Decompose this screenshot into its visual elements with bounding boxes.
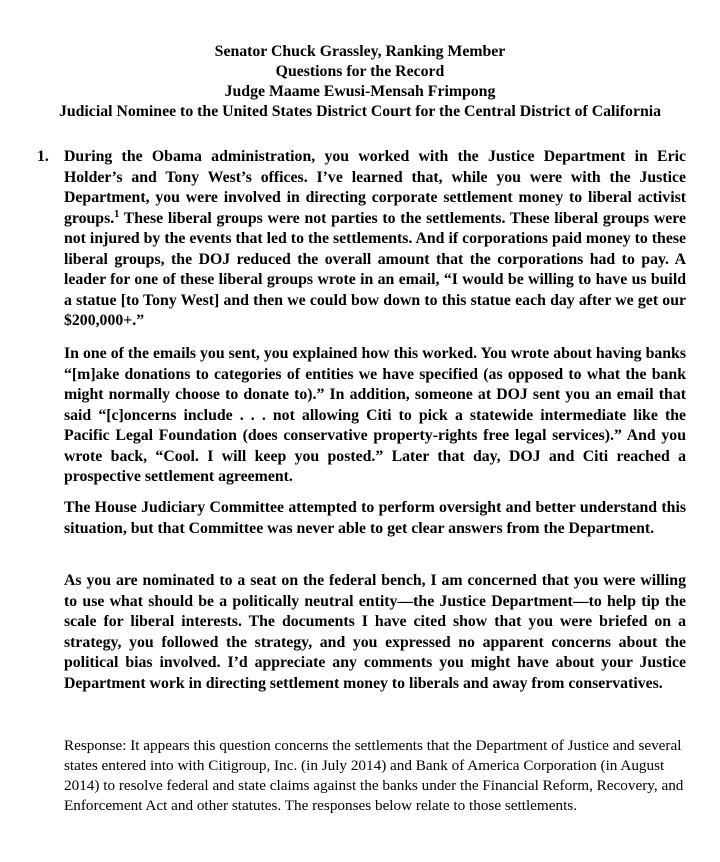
question-paragraph-4: As you are nominated to a seat on the federal bench, I am concerned that you were willing to use what should be a politically neutral entity—the Justice Department—to help tip the scale for liberal interests. The documents I have cited show that you were briefed on a strategy, you followed the strategy, and you expressed no apparent concerns about the political bias involved. I’d appreciate any comments you might have about your Justice Department work in directing settlement money to liberals and away from conservatives.	[64, 572, 686, 692]
question-number: 1.	[37, 148, 49, 165]
header-nominee-name: Judge Maame Ewusi-Mensah Frimpong	[224, 83, 496, 100]
footnote-marker[interactable]: 1	[114, 208, 120, 220]
header-senator-line: Senator Chuck Grassley, Ranking Member	[214, 43, 506, 60]
question-paragraph-1-text-b: These liberal groups were not parties to the settlements. These liberal groups were not injured by the events that led to the settlements. And if corporations paid money to these liberal groups, the DOJ reduced the overall amount that the corporations had to pay. A leader for one of these liberal groups wrote in an email, “I would be willing to have us build a statue [to Tony West] and then we could bow down to this statue each day after we get our $200,000+.”	[64, 209, 686, 329]
header-nomination-line: Judicial Nominee to the United States District Court for the Central District of California	[58, 103, 662, 120]
document-header	[0, 42, 720, 122]
question-paragraph-1-text-a: During the Obama administration, you worked with the Justice Department in Eric Holder’s and Tony West’s offices. I’ve learned that, while you were with the Justice Department, you were involved in directing corporate settlement money to liberal activist groups.	[64, 148, 686, 227]
response-paragraph: Response: It appears this question concerns the settlements that the Department of Justice and several states entered into with Citigroup, Inc. (in July 2014) and Bank of America Corporation (in August 2014) to resolve federal and state claims against the banks under the Financial Reform, Recovery, and Enforcement Act and other statutes. The responses below relate to those settlements.	[64, 737, 684, 814]
question-paragraph-1	[64, 147, 686, 332]
header-questions-line: Questions for the Record	[275, 63, 445, 80]
question-paragraph-2: In one of the emails you sent, you explained how this worked. You wrote about having banks “[m]ake donations to categories of entities we have specified (as opposed to what the bank might normally choose to donate to).” In addition, someone at DOJ sent you an email that said “[c]oncerns include . . . not allowing Citi to pick a statewide intermediate like the Pacific Legal Foundation (does conservative property-rights free legal services).” And you wrote back, “Cool. I will keep you posted.” Later that day, DOJ and Citi reached a prospective settlement agreement.	[64, 345, 686, 485]
question-paragraph-3: The House Judiciary Committee attempted to perform oversight and better understand this situation, but that Committee was never able to get clear answers from the Department.	[64, 499, 686, 537]
